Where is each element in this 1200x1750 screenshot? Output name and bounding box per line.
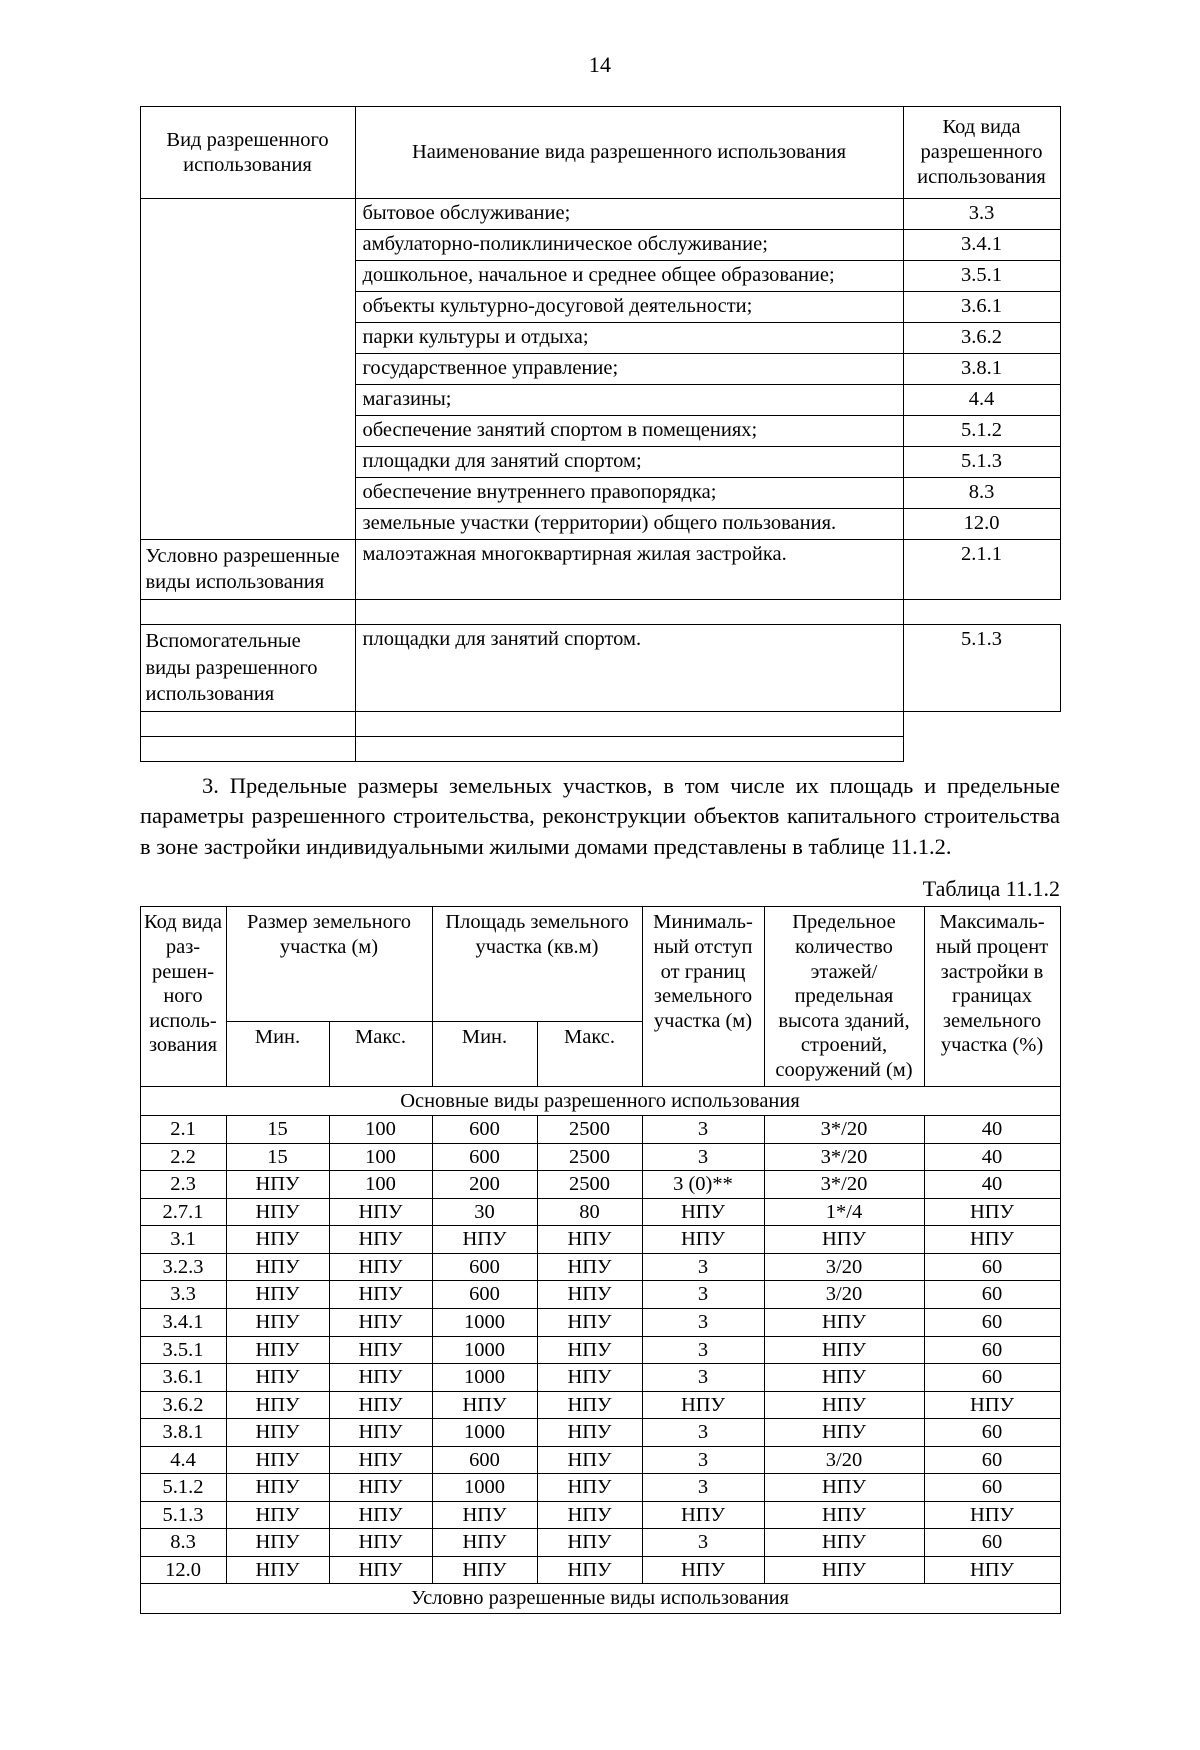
cell-size-min: НПУ [226,1226,329,1254]
section-title: Условно разрешенные виды использования [140,1584,1060,1614]
cell-size-min: НПУ [226,1529,329,1557]
cell-size-min: НПУ [226,1364,329,1392]
cell-code: 2.3 [140,1171,226,1199]
table-row-spacer [140,712,1060,737]
cell-max-percent: 60 [924,1281,1060,1309]
cell-area-min: 600 [432,1281,537,1309]
cell-use-name: бытовое обслуживание; [355,199,903,230]
cell-area-min: НПУ [432,1556,537,1584]
cell-use-name: парки культуры и отдыха; [355,322,903,353]
cell-max-floors: 3/20 [764,1281,924,1309]
cell-size-max: НПУ [329,1198,432,1226]
cell-code: 5.1.2 [140,1474,226,1502]
cell-min-setback: 3 [642,1419,764,1447]
cell-area-min: НПУ [432,1529,537,1557]
cell-area-min: НПУ [432,1226,537,1254]
cell-min-setback: 3 (0)** [642,1171,764,1199]
table-row [140,199,1060,230]
permitted-uses-table-body [140,199,1060,762]
table-row [140,1198,1060,1226]
permitted-uses-table-head [140,107,1060,199]
cell-use-code: 3.5.1 [903,260,1060,291]
cell-max-percent: НПУ [924,1556,1060,1584]
header-min-setback: Минималь-ный отступ от границ земельного участка (м) [642,907,764,1086]
header-area-max: Макс. [537,1022,642,1086]
cell-use-name: земельные участки (территории) общего пользования. [355,508,903,539]
cell-use-code: 8.3 [903,477,1060,508]
cell-area-min: 200 [432,1171,537,1199]
cell-use-name: магазины; [355,384,903,415]
cell-use-code: 3.4.1 [903,229,1060,260]
cell-size-max: НПУ [329,1308,432,1336]
cell-use-code [355,712,903,737]
table-header-row-top [140,907,1060,1022]
cell-use-name: амбулаторно-поликлиническое обслуживание; [355,229,903,260]
table-row [140,1308,1060,1336]
cell-size-max: НПУ [329,1281,432,1309]
table-header-row [140,107,1060,199]
cell-use-name [140,600,355,625]
table-row [140,625,1060,712]
table-row [140,1446,1060,1474]
header-size-group: Размер земельного участка (м) [226,907,432,1022]
table-row [140,1529,1060,1557]
cell-code: 2.7.1 [140,1198,226,1226]
cell-area-max: НПУ [537,1281,642,1309]
cell-max-floors: НПУ [764,1364,924,1392]
cell-area-min: 600 [432,1446,537,1474]
cell-area-max: НПУ [537,1253,642,1281]
cell-area-max: НПУ [537,1556,642,1584]
cell-area-max: НПУ [537,1364,642,1392]
cell-area-min: 1000 [432,1308,537,1336]
cell-code: 2.1 [140,1116,226,1144]
cell-max-floors: НПУ [764,1501,924,1529]
cell-size-max: 100 [329,1116,432,1144]
cell-size-min: НПУ [226,1253,329,1281]
cell-use-name: обеспечение внутреннего правопорядка; [355,477,903,508]
cell-code: 3.3 [140,1281,226,1309]
cell-use-name: площадки для занятий спортом. [355,625,903,712]
permitted-uses-table [140,106,1061,762]
table-row [140,539,1060,599]
cell-max-percent: 60 [924,1364,1060,1392]
table-row-spacer [140,600,1060,625]
header-size-min: Мин. [226,1022,329,1086]
cell-min-setback: 3 [642,1308,764,1336]
table-row [140,1281,1060,1309]
cell-area-min: 1000 [432,1419,537,1447]
cell-area-max: НПУ [537,1446,642,1474]
cell-size-min: НПУ [226,1198,329,1226]
cell-area-min: 1000 [432,1474,537,1502]
cell-area-min: НПУ [432,1391,537,1419]
cell-size-max: НПУ [329,1529,432,1557]
cell-area-min: 1000 [432,1364,537,1392]
cell-max-percent: 40 [924,1143,1060,1171]
table-row [140,1364,1060,1392]
cell-size-min: НПУ [226,1446,329,1474]
cell-area-min: 600 [432,1116,537,1144]
table-caption: Таблица 11.1.2 [922,876,1060,902]
cell-max-floors: НПУ [764,1556,924,1584]
cell-area-min: 1000 [432,1336,537,1364]
header-max-percent: Максималь-ный процент застройки в границах земельного участка (%) [924,907,1060,1086]
limit-parameters-table-head [140,907,1060,1086]
document-page [0,52,1200,1750]
cell-size-max: НПУ [329,1419,432,1447]
limit-parameters-table [140,906,1061,1614]
cell-size-max: НПУ [329,1501,432,1529]
cell-max-percent: 40 [924,1116,1060,1144]
cell-min-setback: 3 [642,1446,764,1474]
cell-min-setback: 3 [642,1143,764,1171]
cell-use-name: площадки для занятий спортом; [355,446,903,477]
cell-min-setback: 3 [642,1474,764,1502]
cell-area-max: 2500 [537,1116,642,1144]
cell-max-floors: 3*/20 [764,1143,924,1171]
cell-max-floors: НПУ [764,1336,924,1364]
cell-use-code: 5.1.3 [903,625,1060,712]
cell-size-max: НПУ [329,1253,432,1281]
table-row-spacer [140,737,1060,762]
cell-max-floors: НПУ [764,1308,924,1336]
cell-area-max: НПУ [537,1474,642,1502]
cell-use-code: 3.8.1 [903,353,1060,384]
cell-max-percent: 60 [924,1253,1060,1281]
cell-area-max: 2500 [537,1171,642,1199]
section-title: Основные виды разрешенного использования [140,1086,1060,1116]
cell-area-min: 600 [432,1253,537,1281]
cell-max-floors: 3*/20 [764,1171,924,1199]
table-row [140,1501,1060,1529]
cell-code: 2.2 [140,1143,226,1171]
cell-size-min: НПУ [226,1474,329,1502]
cell-max-percent: НПУ [924,1226,1060,1254]
cell-max-percent: 40 [924,1171,1060,1199]
table-row [140,1336,1060,1364]
cell-max-percent: 60 [924,1419,1060,1447]
cell-use-code: 4.4 [903,384,1060,415]
cell-size-min: НПУ [226,1419,329,1447]
table-row [140,1556,1060,1584]
cell-max-percent: 60 [924,1529,1060,1557]
cell-size-max: НПУ [329,1391,432,1419]
cell-size-max: 100 [329,1143,432,1171]
table-section-row [140,1086,1060,1116]
cell-max-floors: НПУ [764,1529,924,1557]
cell-size-min: НПУ [226,1281,329,1309]
cell-size-max: НПУ [329,1556,432,1584]
cell-area-max: НПУ [537,1336,642,1364]
cell-size-min: НПУ [226,1171,329,1199]
cell-code: 4.4 [140,1446,226,1474]
cell-use-name [140,737,355,762]
page-number: 14 [588,52,612,77]
table-row [140,1391,1060,1419]
table-section-row [140,1584,1060,1614]
table-row [140,1253,1060,1281]
cell-area-max: 2500 [537,1143,642,1171]
cell-area-min: 600 [432,1143,537,1171]
header-area-group: Площадь земельного участка (кв.м) [432,907,642,1022]
cell-area-max: НПУ [537,1419,642,1447]
cell-area-max: НПУ [537,1501,642,1529]
cell-size-max: НПУ [329,1336,432,1364]
cell-area-min: 30 [432,1198,537,1226]
cell-min-setback: 3 [642,1529,764,1557]
cell-max-floors: НПУ [764,1226,924,1254]
cell-min-setback: 3 [642,1281,764,1309]
header-area-min: Мин. [432,1022,537,1086]
cell-min-setback: НПУ [642,1391,764,1419]
header-code: Код вида раз-решен-ного исполь-зования [140,907,226,1086]
table-row [140,1171,1060,1199]
cell-code: 3.6.1 [140,1364,226,1392]
header-use-code: Код вида разрешенного использования [903,107,1060,199]
cell-area-max: НПУ [537,1529,642,1557]
cell-max-percent: 60 [924,1336,1060,1364]
cell-use-name: обеспечение занятий спортом в помещениях; [355,415,903,446]
cell-min-setback: НПУ [642,1556,764,1584]
cell-max-percent: НПУ [924,1501,1060,1529]
cell-use-code: 2.1.1 [903,539,1060,599]
cell-code: 3.2.3 [140,1253,226,1281]
cell-use-kind: Вспомогательные виды разрешенного использования [140,625,355,712]
cell-max-floors: 1*/4 [764,1198,924,1226]
cell-use-kind: Условно разрешенные виды использования [140,539,355,599]
cell-size-min: 15 [226,1143,329,1171]
cell-min-setback: НПУ [642,1226,764,1254]
cell-use-code: 5.1.3 [903,446,1060,477]
cell-area-max: НПУ [537,1308,642,1336]
cell-use-name: дошкольное, начальное и среднее общее образование; [355,260,903,291]
header-use-name: Наименование вида разрешенного использования [355,107,903,199]
cell-max-floors: НПУ [764,1474,924,1502]
cell-use-name: малоэтажная многоквартирная жилая застройка. [355,539,903,599]
table-row [140,1226,1060,1254]
cell-use-code: 12.0 [903,508,1060,539]
cell-min-setback: 3 [642,1116,764,1144]
cell-code: 8.3 [140,1529,226,1557]
cell-size-min: НПУ [226,1501,329,1529]
cell-use-code [355,737,903,762]
table-row [140,1474,1060,1502]
cell-max-percent: 60 [924,1474,1060,1502]
cell-size-max: 100 [329,1171,432,1199]
cell-area-max: НПУ [537,1226,642,1254]
cell-use-code: 5.1.2 [903,415,1060,446]
cell-min-setback: 3 [642,1336,764,1364]
table-row [140,1419,1060,1447]
cell-size-max: НПУ [329,1226,432,1254]
header-max-floors: Предельное количество этажей/ предельная высота зданий, строений, сооружений (м) [764,907,924,1086]
cell-area-min: НПУ [432,1501,537,1529]
cell-size-min: НПУ [226,1336,329,1364]
cell-max-percent: 60 [924,1308,1060,1336]
cell-area-max: 80 [537,1198,642,1226]
cell-min-setback: 3 [642,1364,764,1392]
header-use-kind: Вид разрешенного использования [140,107,355,199]
limit-parameters-table-body [140,1086,1060,1613]
cell-max-floors: 3/20 [764,1253,924,1281]
cell-max-percent: 60 [924,1446,1060,1474]
cell-max-floors: 3*/20 [764,1116,924,1144]
cell-size-max: НПУ [329,1446,432,1474]
cell-size-min: НПУ [226,1391,329,1419]
cell-min-setback: НПУ [642,1198,764,1226]
cell-area-max: НПУ [537,1391,642,1419]
cell-code: 3.8.1 [140,1419,226,1447]
cell-use-kind [140,199,355,540]
cell-size-max: НПУ [329,1364,432,1392]
cell-size-min: 15 [226,1116,329,1144]
cell-use-name [140,712,355,737]
cell-min-setback: НПУ [642,1501,764,1529]
cell-max-floors: НПУ [764,1391,924,1419]
table-row [140,1143,1060,1171]
cell-use-code: 3.6.1 [903,291,1060,322]
cell-size-min: НПУ [226,1556,329,1584]
cell-code: 12.0 [140,1556,226,1584]
cell-size-min: НПУ [226,1308,329,1336]
cell-use-name: объекты культурно-досуговой деятельности; [355,291,903,322]
cell-code: 3.4.1 [140,1308,226,1336]
cell-size-max: НПУ [329,1474,432,1502]
cell-code: 5.1.3 [140,1501,226,1529]
cell-code: 3.1 [140,1226,226,1254]
cell-max-floors: НПУ [764,1419,924,1447]
cell-max-percent: НПУ [924,1198,1060,1226]
cell-code: 3.6.2 [140,1391,226,1419]
cell-max-percent: НПУ [924,1391,1060,1419]
cell-use-name: государственное управление; [355,353,903,384]
cell-code: 3.5.1 [140,1336,226,1364]
table-row [140,1116,1060,1144]
paragraph-3: 3. Предельные размеры земельных участков, в том числе их площадь и предельные параметры разрешенного строительства, реконструкции объектов капитального строительства в зоне застройки индивидуальными жилыми домами представлены в таблице 11.1.2. [140,772,1060,859]
cell-use-code [355,600,903,625]
header-size-max: Макс. [329,1022,432,1086]
cell-min-setback: 3 [642,1253,764,1281]
cell-use-code: 3.6.2 [903,322,1060,353]
cell-use-code: 3.3 [903,199,1060,230]
cell-max-floors: 3/20 [764,1446,924,1474]
